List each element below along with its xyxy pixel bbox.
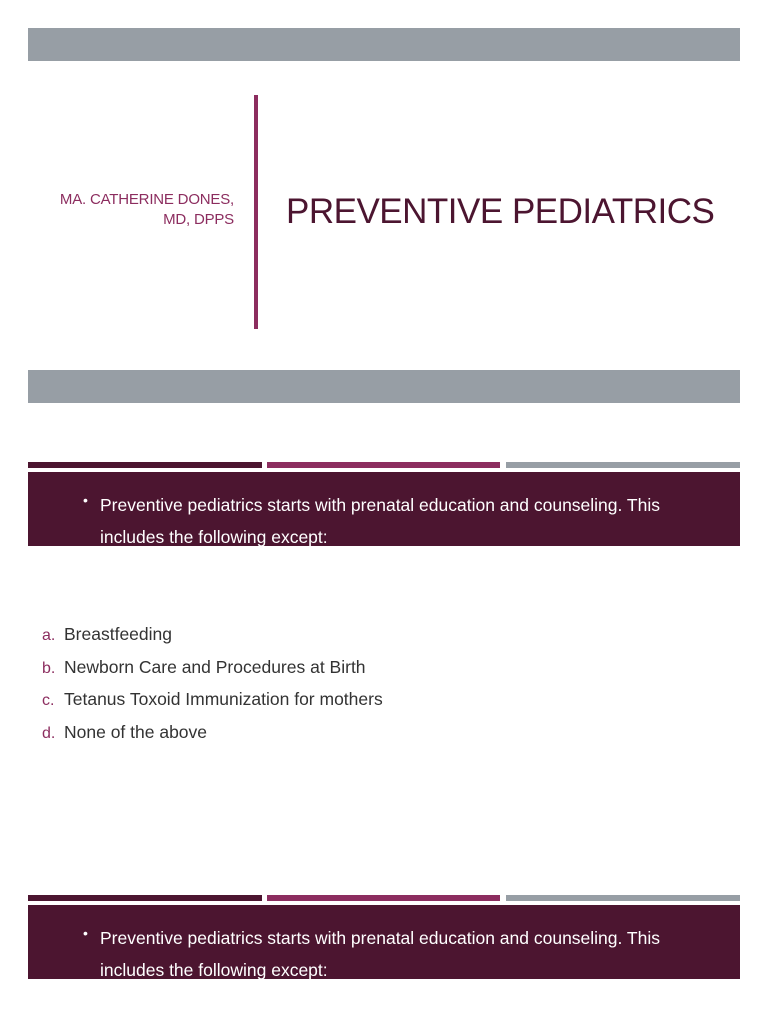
- option-item: [42, 624, 383, 657]
- divider-segment-plum: [28, 462, 262, 468]
- option-text: Breastfeeding: [64, 624, 172, 644]
- bullet-icon: •: [83, 492, 88, 508]
- slide-title: PREVENTIVE PEDIATRICS: [286, 192, 715, 231]
- option-letter: b.: [42, 659, 56, 677]
- answer-options: [42, 624, 383, 754]
- option-text: Tetanus Toxoid Immunization for mothers: [64, 689, 383, 709]
- option-letter: a.: [42, 627, 56, 644]
- title-divider: [254, 95, 258, 329]
- question-header: [28, 905, 740, 979]
- option-item: [42, 657, 383, 690]
- option-item: [42, 689, 383, 722]
- divider-segment-gray: [506, 895, 740, 901]
- option-letter: d.: [42, 724, 56, 742]
- question-text: Preventive pediatrics starts with prenatal education and counseling. This includes the following except:: [100, 928, 660, 980]
- question-header: [28, 472, 740, 546]
- option-item: [42, 722, 383, 755]
- top-gray-bar: [28, 28, 740, 61]
- tricolor-divider: [28, 895, 740, 901]
- bullet-icon: •: [83, 925, 88, 941]
- divider-segment-plum: [28, 895, 262, 901]
- option-text: Newborn Care and Procedures at Birth: [64, 656, 366, 677]
- tricolor-divider: [28, 462, 740, 468]
- question-text: Preventive pediatrics starts with prenatal education and counseling. This includes the following except:: [100, 495, 660, 547]
- divider-segment-gray: [506, 462, 740, 468]
- divider-segment-magenta: [267, 895, 500, 901]
- bottom-gray-bar: [28, 370, 740, 403]
- divider-segment-magenta: [267, 462, 500, 468]
- author-name: MA. CATHERINE DONES, MD, DPPS: [59, 191, 234, 228]
- option-letter: c.: [42, 692, 55, 709]
- option-text: None of the above: [64, 721, 208, 742]
